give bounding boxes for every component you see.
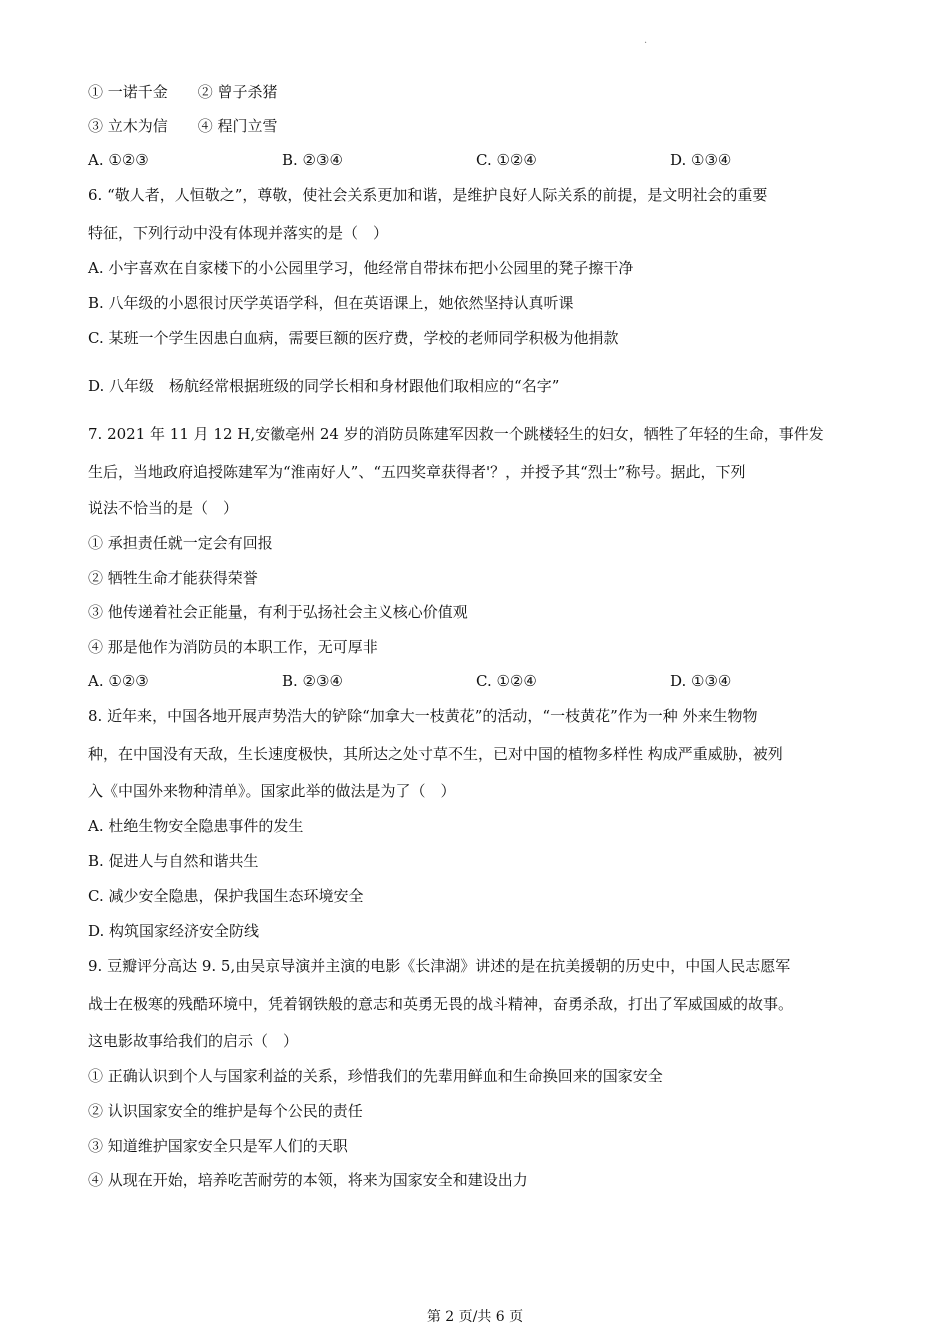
- q8-option-b: B. 促进人与自然和谐共生: [88, 852, 259, 870]
- q7-item-3: ③ 他传递着社会正能量，有利于弘扬社会主义核心价值观: [88, 603, 468, 621]
- q7-item-1: ① 承担责任就一定会有回报: [88, 534, 273, 552]
- q7-option-d: D. ①③④: [670, 672, 732, 690]
- q6-option-a: A. 小宇喜欢在自家楼下的小公园里学习，他经常自带抹布把小公园里的凳子擦干净: [88, 259, 634, 277]
- q8-option-d: D. 构筑国家经济安全防线: [88, 922, 260, 940]
- q8-option-c: C. 减少安全隐患，保护我国生态环境安全: [88, 887, 364, 905]
- q5-item-2: ③ 立木为信 ④ 程门立雪: [88, 117, 278, 135]
- q5-option-b: B. ②③④: [282, 151, 343, 169]
- q7-option-c: C. ①②④: [476, 672, 537, 690]
- q6-option-c: C. 某班一个学生因患白血病，需要巨额的医疗费，学校的老师同学积极为他捐款: [88, 329, 619, 347]
- q7-item-4: ④ 那是他作为消防员的本职工作，无可厚非: [88, 638, 378, 656]
- q9-stem-line3: 这电影故事给我们的启示（ ）: [88, 1032, 299, 1050]
- q5-option-d: D. ①③④: [670, 151, 732, 169]
- q8-stem-line2: 种，在中国没有天敌，生长速度极快，其所达之处寸草不生，已对中国的植物多样性 构成严重威胁，被列: [88, 745, 783, 763]
- q9-item-2: ② 认识国家安全的维护是每个公民的责任: [88, 1102, 363, 1120]
- q7-stem-line2: 生后，当地政府追授陈建军为“淮南好人”、“五四奖章获得者'？，并授予其“烈士”称号。据此，下列: [88, 463, 746, 481]
- q8-stem-line3: 入《中国外来物种清单》。国家此举的做法是为了（ ）: [88, 782, 456, 800]
- q9-item-4: ④ 从现在开始，培养吃苦耐劳的本领，将来为国家安全和建设出力: [88, 1171, 528, 1189]
- top-mark: ·: [644, 38, 648, 49]
- q5-option-c: C. ①②④: [476, 151, 537, 169]
- q7-item-2: ② 牺牲生命才能获得荣誉: [88, 569, 258, 587]
- q7-option-b: B. ②③④: [282, 672, 343, 690]
- q7-stem-line1: 7. 2021 年 11 月 12 H,安徽亳州 24 岁的消防员陈建军因救一个跳楼轻生的妇女，牺牲了年轻的生命，事件发: [88, 425, 824, 443]
- q5-option-a: A. ①②③: [88, 151, 149, 169]
- q8-stem-line1: 8. 近年来，中国各地开展声势浩大的铲除“加拿大一枝黄花”的活动，“一枝黄花”作为一种 外来生物物: [88, 707, 758, 725]
- q9-item-1: ① 正确认识到个人与国家利益的关系，珍惜我们的先辈用鲜血和生命换回来的国家安全: [88, 1067, 663, 1085]
- q9-stem-line2: 战士在极寒的残酷环境中，凭着钢铁般的意志和英勇无畏的战斗精神，奋勇杀敌，打出了军威国威的故事。: [88, 995, 794, 1013]
- page-number-footer: 第 2 页/共 6 页: [426, 1309, 524, 1325]
- q6-stem-line1: 6. “敬人者，人恒敬之”，尊敬，使社会关系更加和谐，是维护良好人际关系的前提，是文明社会的重要: [88, 186, 768, 204]
- q6-option-d: D. 八年级 杨航经常根据班级的同学长相和身材跟他们取相应的“名字”: [88, 377, 560, 395]
- q6-stem-line2: 特征，下列行动中没有体现并落实的是（ ）: [88, 224, 389, 242]
- q9-stem-line1: 9. 豆瓣评分高达 9. 5,由吴京导演并主演的电影《长津湖》讲述的是在抗美援朝的历史中，中国人民志愿军: [88, 957, 791, 975]
- q6-option-b: B. 八年级的小恩很讨厌学英语学科，但在英语课上，她依然坚持认真听课: [88, 294, 574, 312]
- q7-option-a: A. ①②③: [88, 672, 149, 690]
- q5-item-1: ① 一诺千金 ② 曾子杀猪: [88, 83, 278, 101]
- q9-item-3: ③ 知道维护国家安全只是军人们的天职: [88, 1137, 348, 1155]
- q8-option-a: A. 杜绝生物安全隐患事件的发生: [88, 817, 304, 835]
- q7-stem-line3: 说法不恰当的是（ ）: [88, 499, 239, 517]
